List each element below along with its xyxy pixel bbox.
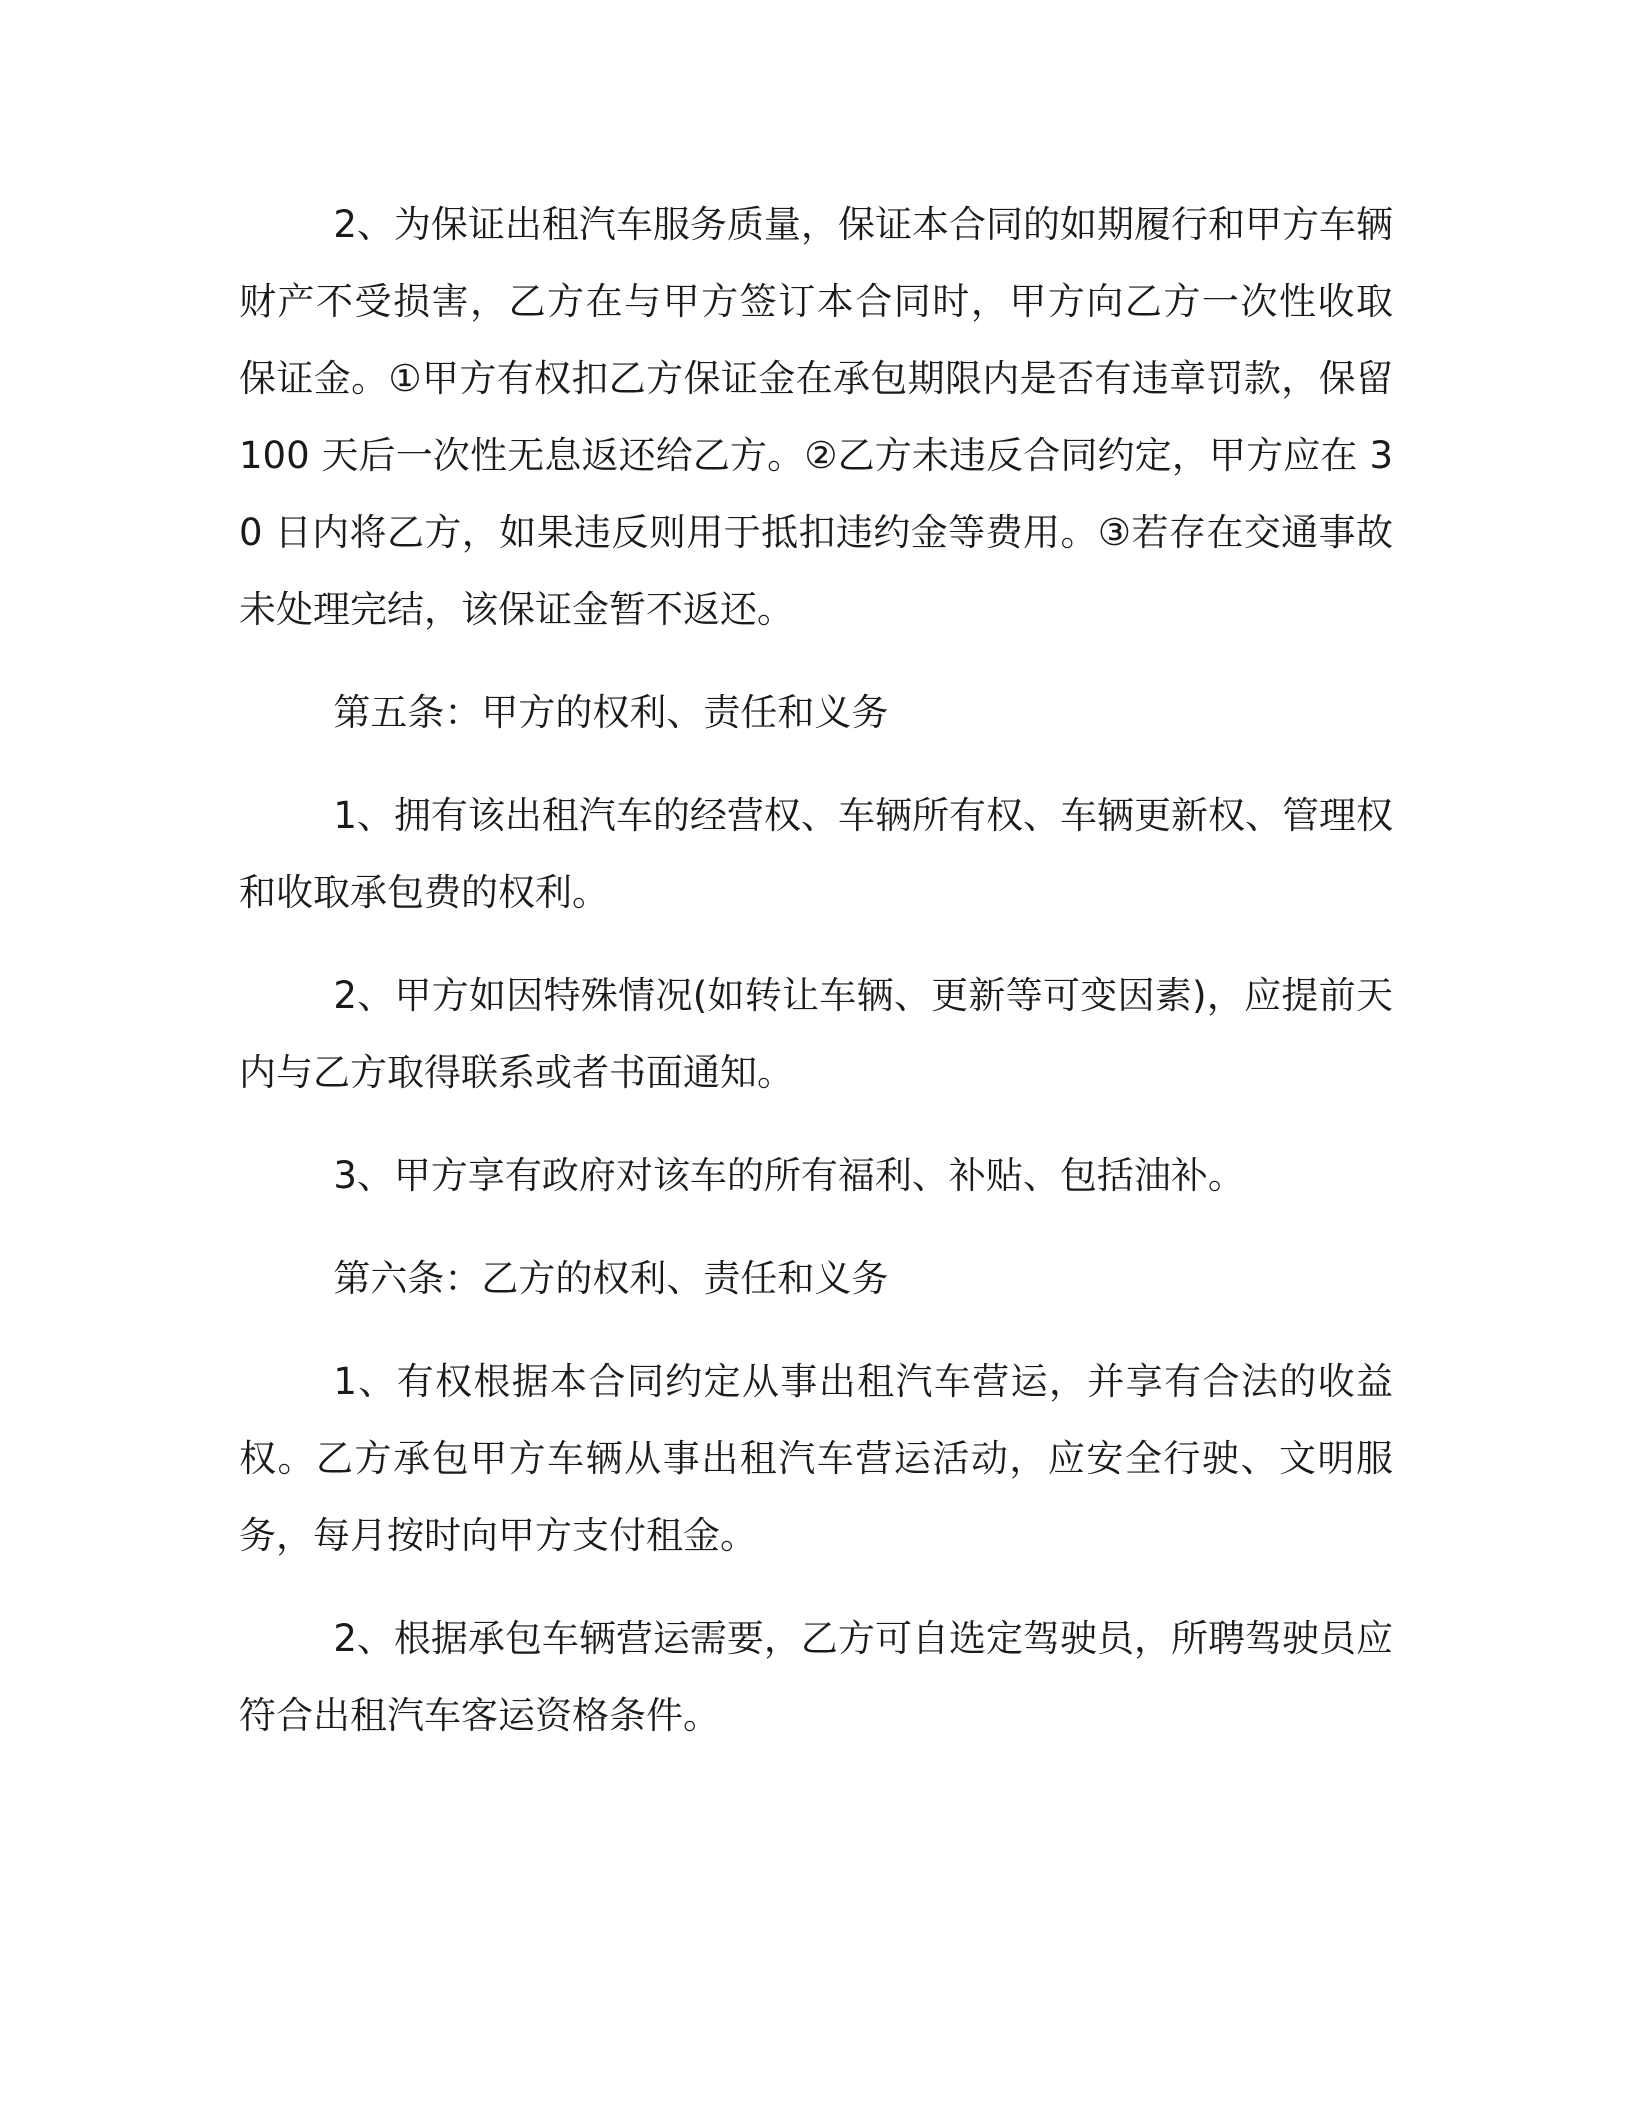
article-6-heading: 第六条：乙方的权利、责任和义务 <box>333 1257 889 1300</box>
paragraph-party-a-right-3: 3、甲方享有政府对该车的所有福利、补贴、包括油补。 <box>333 1154 1245 1197</box>
paragraph-deposit-terms: 2、为保证出租汽车服务质量，保证本合同的如期履行和甲方车辆财产不受损害，乙方在与甲方签订本合同时，甲方向乙方一次性收取 保证金。①甲方有权扣乙方保证金在承包期限内是否有违章罚款，保留 100 天后一次性无息返还给乙方。②乙方未违反合同约定，甲方应在 30 日内将乙方，如果违反则用于抵扣违约金等费用。③若存在交通事故未处理完结，该保证金暂不返还。 <box>239 203 1393 631</box>
article-5-heading: 第五条：甲方的权利、责任和义务 <box>333 691 889 734</box>
paragraph-party-b-right-2: 2、根据承包车辆营运需要，乙方可自选定驾驶员，所聘驾驶员应符合出租汽车客运资格条件。 <box>239 1617 1393 1737</box>
paragraph-party-a-right-1: 1、拥有该出租汽车的经营权、车辆所有权、车辆更新权、管理权和收取承包费的权利。 <box>239 794 1393 914</box>
document-body <box>239 186 1393 1754</box>
paragraph-party-b-right-1: 1、有权根据本合同约定从事出租汽车营运，并享有合法的收益权。乙方承包甲方车辆从事出租汽车营运活动，应安全行驶、文明服务，每月按时向甲方支付租金。 <box>239 1360 1393 1557</box>
paragraph-party-a-right-2: 2、甲方如因特殊情况(如转让车辆、更新等可变因素)，应提前天内与乙方取得联系或者书面通知。 <box>239 974 1393 1094</box>
